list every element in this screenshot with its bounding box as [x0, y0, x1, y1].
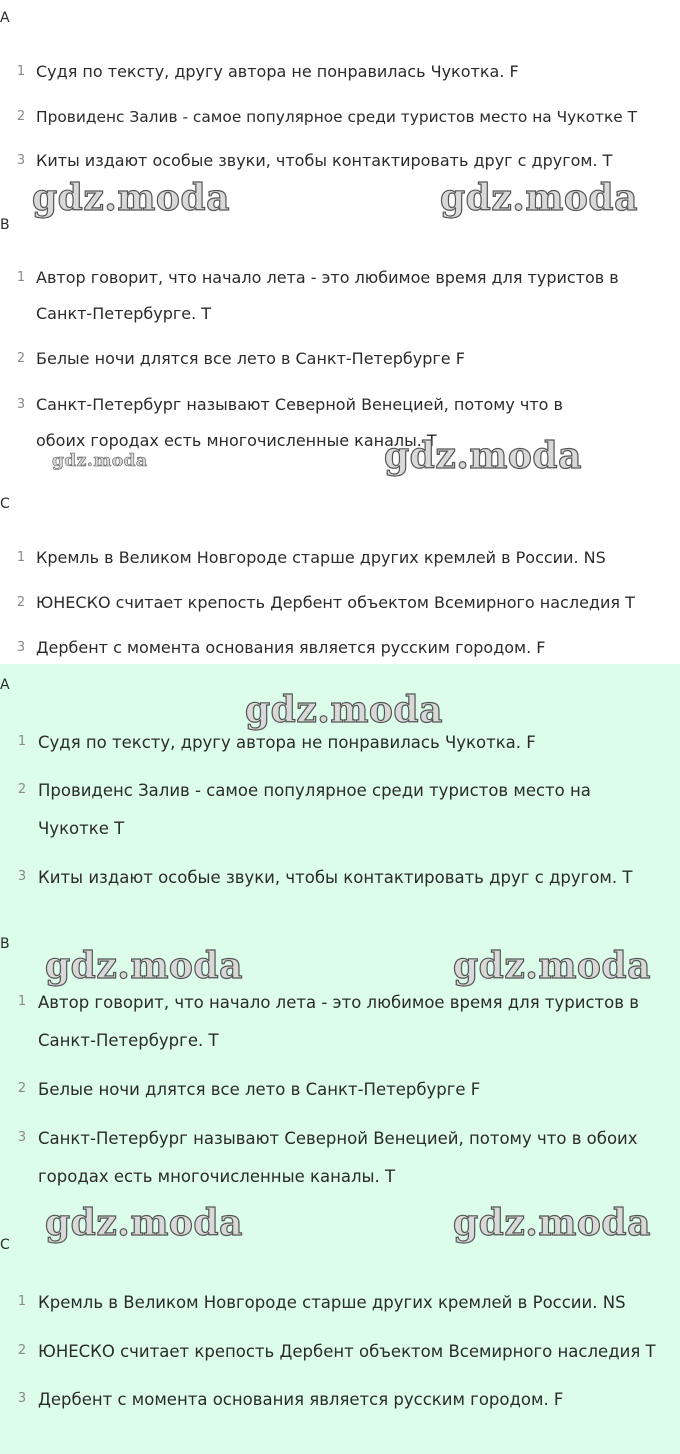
watermark-logo: gdz.moda [453, 945, 651, 987]
item-text: Дербент с момента основания является русским городом. F [36, 638, 546, 657]
item-text: Автор говорит, что начало лета - это любимое время для туристов в Санкт-Петербурге. T [36, 268, 619, 323]
watermark-logo: gdz.moda [45, 945, 243, 987]
item-text: Автор говорит, что начало лета - это любимое время для туристов в Санкт-Петербурге. T [38, 993, 639, 1050]
section-letter-a: A [0, 677, 10, 693]
item-number: 1 [16, 64, 26, 79]
item-text: Дербент с момента основания является русским городом. F [38, 1390, 564, 1409]
item-text: Кремль в Великом Новгороде старше других кремлей в России. NS [36, 548, 606, 567]
item-text: Санкт-Петербург называют Северной Венецией, потому что в обоих городах есть многочисленные каналы. T [38, 1129, 638, 1186]
item-text: Провиденс Залив - самое популярное среди туристов место на Чукотке T [36, 108, 638, 126]
item-number: 1 [17, 1294, 27, 1309]
watermark-logo: gdz.moda [384, 435, 582, 477]
item-text: ЮНЕСКО считает крепость Дербент объектом Всемирного наследия T [38, 1342, 656, 1361]
item-number: 3 [16, 397, 26, 412]
watermark-logo: gdz.moda [32, 177, 230, 219]
answers-block-highlighted [0, 664, 680, 1454]
item-text: ЮНЕСКО считает крепость Дербент объектом Всемирного наследия T [36, 593, 635, 612]
section-letter-b: B [0, 217, 10, 233]
watermark-logo: gdz.moda [52, 451, 148, 471]
item-number: 2 [17, 1343, 27, 1358]
item-text: Судя по тексту, другу автора не понравилась Чукотка. F [36, 62, 519, 81]
section-letter-a: A [0, 10, 10, 26]
item-number: 2 [16, 595, 26, 610]
item-number: 2 [17, 782, 27, 797]
item-number: 1 [17, 734, 27, 749]
item-text: Киты издают особые звуки, чтобы контактировать друг с другом. T [38, 868, 633, 887]
item-text: Провиденс Залив - самое популярное среди туристов место на Чукотке T [38, 781, 591, 838]
answers-block-plain [0, 0, 680, 664]
section-letter-b: B [0, 936, 10, 952]
item-text: Киты издают особые звуки, чтобы контактировать друг с другом. T [36, 151, 613, 170]
item-text: Санкт-Петербург называют Северной Венецией, потому что в обоих городах есть многочисленные каналы. T [36, 395, 563, 450]
item-text: Кремль в Великом Новгороде старше других кремлей в России. NS [38, 1293, 626, 1312]
watermark-logo: gdz.moda [45, 1202, 243, 1244]
item-number: 3 [17, 1130, 27, 1145]
section-letter-c: C [0, 1237, 10, 1253]
item-number: 3 [17, 869, 27, 884]
watermark-logo: gdz.moda [440, 177, 638, 219]
item-text: Судя по тексту, другу автора не понравилась Чукотка. F [38, 733, 536, 752]
item-number: 3 [17, 1391, 27, 1406]
item-number: 1 [16, 270, 26, 285]
watermark-logo: gdz.moda [453, 1202, 651, 1244]
item-number: 1 [16, 550, 26, 565]
item-number: 1 [17, 994, 27, 1009]
item-number: 3 [16, 153, 26, 168]
section-letter-c: C [0, 496, 10, 512]
watermark-logo: gdz.moda [245, 689, 443, 731]
item-number: 2 [16, 351, 26, 366]
item-number: 2 [17, 1081, 27, 1096]
item-number: 2 [16, 109, 26, 124]
item-number: 3 [16, 640, 26, 655]
item-text: Белые ночи длятся все лето в Санкт-Петербурге F [38, 1080, 481, 1099]
item-text: Белые ночи длятся все лето в Санкт-Петербурге F [36, 349, 465, 368]
